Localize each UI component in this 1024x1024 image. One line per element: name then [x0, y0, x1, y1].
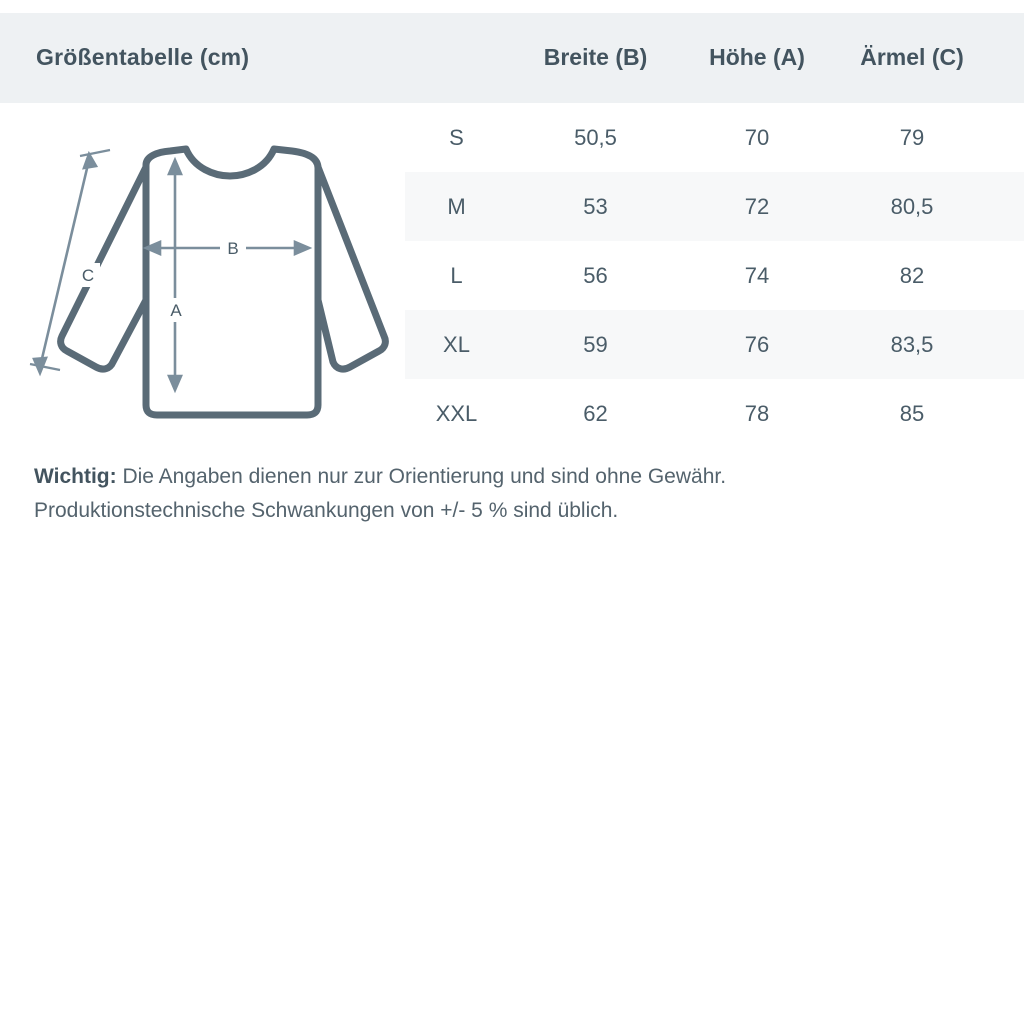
table-row: [405, 379, 1024, 448]
column-header-height: Höhe (A): [709, 44, 805, 70]
table-row: [405, 241, 1024, 310]
table-row: [405, 172, 1024, 241]
disclaimer-line-2: Produktionstechnische Schwankungen von +/- 5 % sind üblich.: [34, 499, 619, 522]
garment-diagram: [18, 120, 408, 430]
cell-sleeve: 83,5: [890, 331, 934, 357]
cell-height: 70: [744, 124, 770, 150]
cell-sleeve: 79: [899, 124, 925, 150]
cell-width: 53: [583, 193, 608, 219]
disclaimer-label: Wichtig:: [34, 465, 117, 488]
table-row: [405, 310, 1024, 379]
column-header-width: Breite (B): [543, 44, 648, 70]
size-table: [405, 103, 1024, 448]
column-header-sleeve: Ärmel (C): [860, 44, 964, 70]
cell-size: S: [449, 124, 464, 150]
cell-height: 72: [744, 193, 770, 219]
cell-size: L: [450, 262, 463, 288]
cell-sleeve: 85: [899, 400, 925, 426]
cell-size: XXL: [435, 400, 478, 426]
cell-sleeve: 80,5: [890, 193, 934, 219]
cell-sleeve: 82: [899, 262, 925, 288]
cell-height: 74: [744, 262, 770, 288]
cell-height: 76: [744, 331, 770, 357]
disclaimer-line-1: Die Angaben dienen nur zur Orientierung und sind ohne Gewähr.: [116, 465, 727, 488]
cell-size: M: [447, 193, 466, 219]
label-c: C: [81, 266, 95, 285]
cell-height: 78: [744, 400, 770, 426]
page-title: Größentabelle (cm): [36, 44, 250, 70]
cell-width: 62: [583, 400, 608, 426]
table-row: [405, 103, 1024, 172]
label-b: B: [227, 239, 239, 258]
cell-size: XL: [443, 331, 470, 357]
cell-width: 59: [583, 331, 608, 357]
disclaimer-note: [34, 460, 984, 528]
cell-width: 56: [583, 262, 608, 288]
label-a: A: [170, 301, 182, 320]
cell-width: 50,5: [574, 124, 617, 150]
